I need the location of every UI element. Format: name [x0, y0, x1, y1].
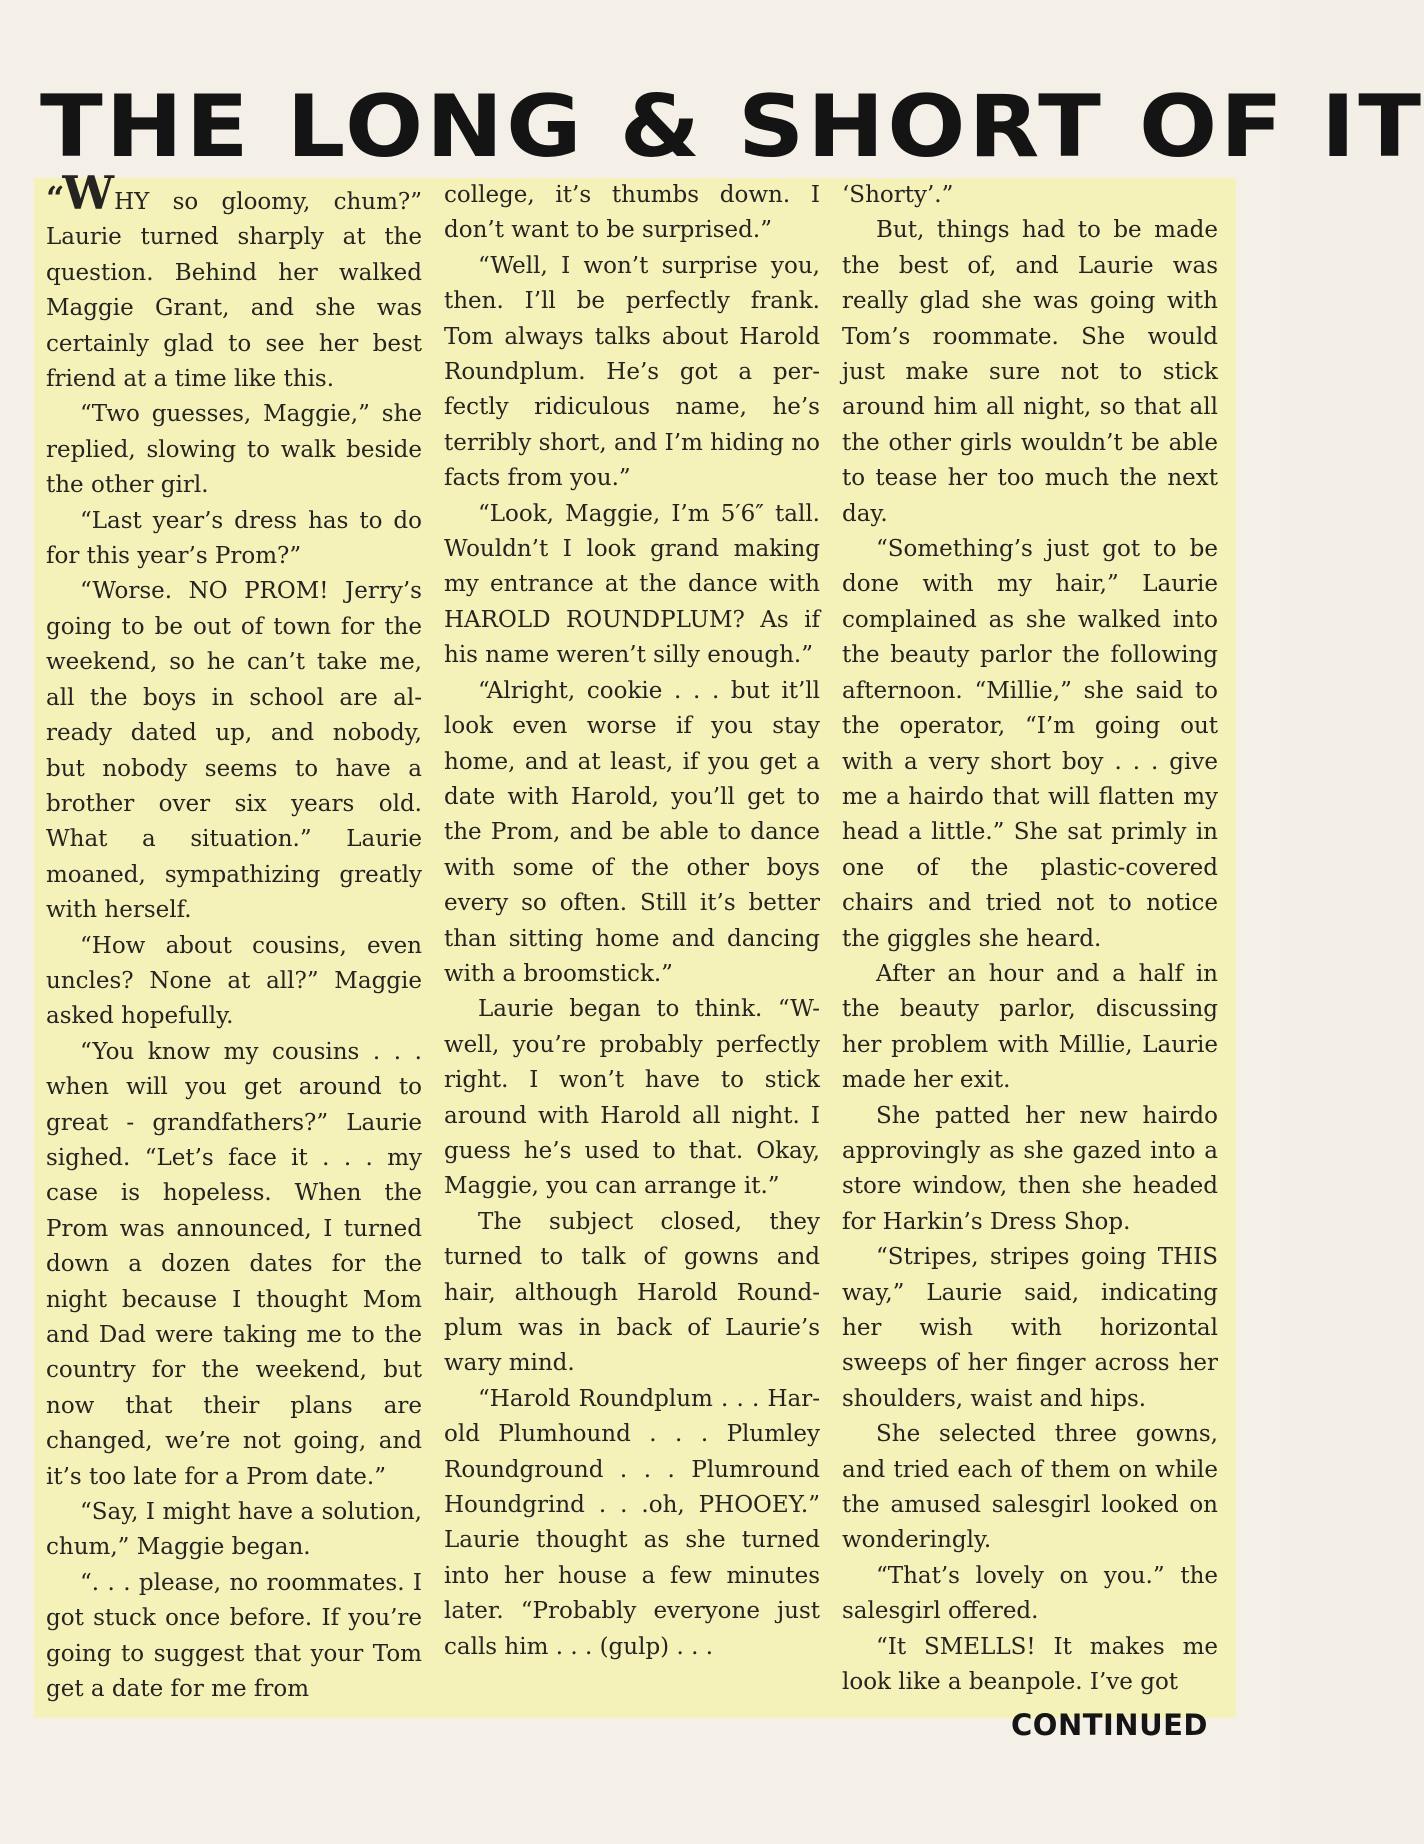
opening-quote-mark: “: [46, 179, 63, 217]
story-paragraph: She selected three gowns, and tried each of them on while the amused salesgirl looked on wonderingly.: [842, 1421, 1218, 1554]
story-opening-paragraph: [46, 166, 422, 397]
story-column-2: [444, 178, 820, 1718]
story-paragraph: “Two guesses, Maggie,” she replied, slowing to walk beside the other girl.: [46, 401, 422, 499]
story-paragraph: “Look, Maggie, I’m 5′6″ tall. Wouldn’t I look grand making my entrance at the dance with HAROLD ROUNDPLUM? As if his name weren’t silly enough.”: [444, 500, 820, 669]
story-paragraph: The subject closed, they turned to talk of gowns and hair, although Harold Roundplum was in back of Laurie’s wary mind.: [444, 1208, 820, 1377]
story-paragraph: “. . . please, no roommates. I got stuck once before. If you’re going to suggest that your Tom get a date for me from: [46, 1569, 422, 1703]
story-paragraph: “Stripes, stripes going THIS way,” Laurie said, indicating her wish with horizontal sweeps of her finger across her shoulders, waist and hips.: [842, 1244, 1218, 1412]
drop-cap-letter: W: [62, 166, 115, 220]
story-paragraph: “It SMELLS! It makes me look like a beanpole. I’ve got: [842, 1633, 1218, 1696]
story-paragraph: Laurie began to think. “W-well, you’re probably perfectly right. I won’t have to stick around with Harold all night. I guess he’s used to that. Okay, Maggie, you can arrange it.”: [444, 996, 820, 1200]
story-paragraph: She patted her new hairdo approvingly as she gazed into a store window, then she headed for Harkin’s Dress Shop.: [842, 1102, 1218, 1235]
story-paragraph: “How about cousins, even uncles? None at all?” Maggie asked hopefully.: [46, 932, 422, 1030]
story-title: THE LONG & SHORT OF IT: [40, 76, 1424, 177]
opening-text: HY so gloomy, chum?” Laurie turned sharply at the question. Behind her walked Maggie Grant, and she was certainly glad to see her best friend at a time like this.: [46, 189, 422, 393]
story-paragraph: “Worse. NO PROM! Jerry’s going to be out of town for the weekend, so he can’t take me, all the boys in school are already dated up, and nobody, but nobody seems to have a brother over six years old. What a situation.” Laurie moaned, sympathizing greatly with herself.: [46, 578, 422, 924]
story-column-3: [842, 178, 1218, 1718]
story-paragraph: “Last year’s dress has to do for this year’s Prom?”: [46, 507, 422, 570]
story-paragraph: “Harold Roundplum . . . Harold Plumhound . . . Plumley Roundground . . . Plumround Houndgrind . . .oh, PHOOEY.” Laurie thought as she turned into her house a few minutes later. “Probably everyone just calls him . . . (gulp) . . .: [444, 1385, 820, 1660]
story-paragraph: “That’s lovely on you.” the salesgirl offered.: [842, 1562, 1218, 1625]
story-paragraph-continued: ‘Shorty’.”: [842, 182, 954, 208]
story-paragraph: “Something’s just got to be done with my hair,” Laurie complained as she walked into the beauty parlor the following afternoon. “Millie,” she said to the operator, “I’m going out with a very short boy . . . give me a hairdo that will flatten my head a little.” She sat primly in one of the plastic-covered chairs and tried not to notice the giggles she heard.: [842, 536, 1218, 952]
story-paragraph: “Well, I won’t surprise you, then. I’ll be perfectly frank. Tom always talks about Harold Roundplum. He’s got a perfectly ridiculous name, he’s terribly short, and I’m hiding no facts from you.”: [444, 252, 820, 492]
story-paragraph: But, things had to be made the best of, and Laurie was really glad she was going with Tom’s roommate. She would just make sure not to stick around him all night, so that all the other girls wouldn’t be able to tease her too much the next day.: [842, 217, 1218, 527]
story-paragraph: After an hour and a half in the beauty parlor, discussing her problem with Millie, Laurie made her exit.: [842, 960, 1218, 1094]
story-paragraph-continued: college, it’s thumbs down. I don’t want to be surprised.”: [444, 182, 820, 244]
story-text-panel: [34, 166, 1236, 1718]
story-paragraph: “Alright, cookie . . . but it’ll look even worse if you stay home, and at least, if you get a date with Harold, you’ll get to the Prom, and be able to dance with some of the other boys every so often. Still it’s better than sitting home and dancing with a broomstick.”: [444, 677, 820, 987]
story-paragraph: “Say, I might have a solution, chum,” Maggie began.: [46, 1499, 422, 1561]
story-column-1: [46, 166, 422, 1718]
story-paragraph: “You know my cousins . . . when will you get around to great - grandfathers?” Laurie sighed. “Let’s face it . . . my case is hopeless. When the Prom was announced, I turned down a dozen dates for the night because I thought Mom and Dad were taking me to the country for the weekend, but now that their plans are changed, we’re not going, and it’s too late for a Prom date.”: [46, 1038, 422, 1490]
continued-label: CONTINUED: [1011, 1708, 1208, 1742]
